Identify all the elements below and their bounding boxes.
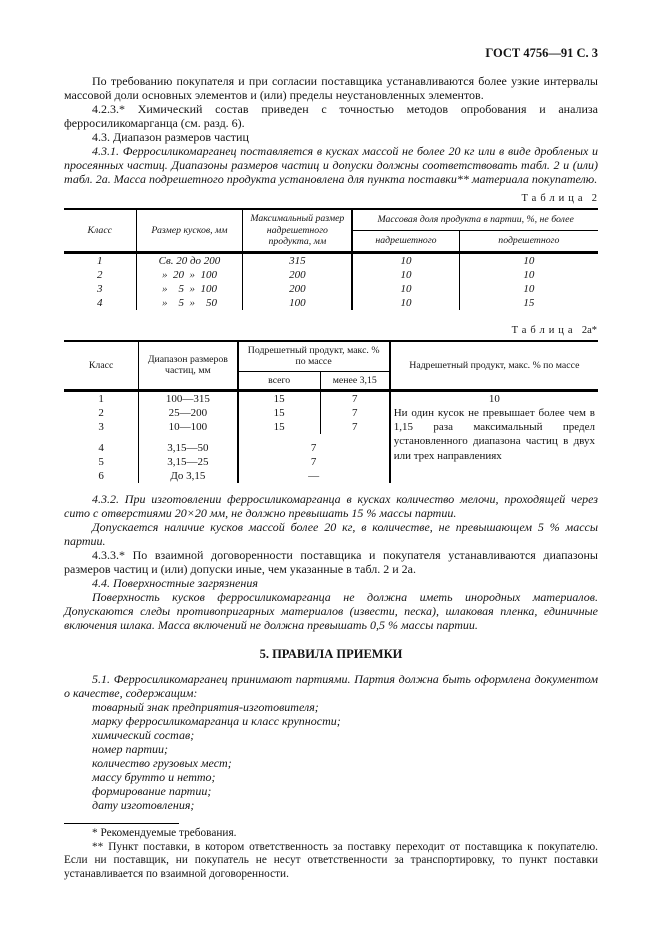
section-5-heading: 5. ПРАВИЛА ПРИЕМКИ [259, 647, 403, 661]
paragraph-4-3-2: 4.3.2. При изготовлении ферросиликомарганца в кусках количество мелочи, проходящей через сито с отверстиями 20×20 мм, не должно превышать 15 % массы партии. [64, 492, 598, 520]
cell-class: 1 [64, 252, 136, 268]
paragraph-4-3-2-note: Допускается наличие кусков массой более 20 кг, в количестве, не превышающем 5 % массы партии. [64, 520, 598, 548]
cell-oversize: 10 [352, 252, 459, 268]
cell-max: 315 [243, 252, 352, 268]
cell-oversize-note [390, 391, 598, 484]
cell-class: 2 [64, 406, 139, 420]
cell-class: 3 [64, 282, 136, 296]
cell-range: До 3,15 [139, 469, 238, 483]
cell-undersize: 10 [523, 268, 535, 281]
cell-total: 15 [238, 391, 321, 407]
cell-merged-value: 7 [238, 455, 390, 469]
cell-undersize: 15 [523, 296, 535, 309]
cell-merged-value: — [238, 469, 390, 483]
cell-size: Св. 20 до 200 [136, 252, 243, 268]
paragraph-intro: По требованию покупателя и при согласии поставщика устанавливаются более узкие интервалы массовой доли основных элементов и (или) пределы неустановленных элементов. [64, 74, 598, 102]
table-2 [64, 208, 598, 310]
paragraph-4-3: 4.3. Диапазон размеров частиц [92, 130, 249, 144]
cell-oversize: 10 [352, 282, 459, 296]
cell-range: 10—100 [139, 420, 238, 434]
cell-undersize: 10 [523, 282, 535, 295]
cell-class: 4 [64, 296, 136, 310]
column-header-range: Диапазон размеров частиц, мм [139, 341, 238, 391]
cell-total: 15 [238, 406, 321, 420]
cell-max: 100 [243, 296, 352, 310]
column-header-mass-group: Массовая доля продукта в партии, %, не более [352, 209, 598, 230]
column-header-max-size: Максимальный размер надрешетного продукта, мм [243, 209, 352, 252]
cell-less: 7 [320, 420, 389, 434]
column-header-class: Класс [64, 341, 139, 391]
cell-class: 6 [64, 469, 139, 483]
list-item: номер партии; [92, 742, 168, 756]
table-row [64, 296, 598, 310]
list-item: дату изготовления; [92, 798, 195, 812]
list-item: химический состав; [92, 728, 195, 742]
column-header-oversize: надрешетного [352, 230, 459, 252]
table-caption-number: 2 [591, 193, 597, 204]
cell-less: 7 [320, 391, 389, 407]
cell-max: 200 [243, 268, 352, 282]
cell-oversize: 10 [352, 268, 459, 282]
table-caption-word: Таблица [511, 324, 577, 336]
cell-class: 4 [64, 434, 139, 455]
column-header-oversize: Надрешетный продукт, макс. % по массе [390, 341, 598, 391]
footnote-divider [64, 823, 179, 824]
paragraph-4-3-1: 4.3.1. Ферросиликомарганец поставляется в кусках массой не более 20 кг или в виде дробленых и просеянных частиц. Диапазоны размеров частиц и допуски должны соответствовать табл. 2 и (или) табл. 2а. Масса подрешетного продукта установлена для пункта поставки** материала покупателю. [64, 144, 598, 186]
column-header-total: всего [238, 371, 321, 391]
oversize-value: 10 [488, 393, 500, 405]
cell-class: 3 [64, 420, 139, 434]
table-2a [64, 340, 598, 484]
cell-undersize: 10 [523, 254, 535, 267]
table-row [64, 391, 598, 407]
cell-range: 25—200 [139, 406, 238, 420]
paragraph-4-3-3: 4.3.3.* По взаимной договоренности поставщика и покупателя устанавливаются диапазоны размеров частиц и (или) допуски иные, чем указанные в табл. 2 и 2а. [64, 548, 598, 576]
column-header-undersize: подрешетного [459, 230, 598, 252]
paragraph-5-1: 5.1. Ферросиликомарганец принимают партиями. Партия должна быть оформлена документом о качестве, содержащим: [64, 672, 598, 700]
cell-size: » 20 » 100 [136, 268, 243, 282]
table-2-caption [64, 193, 597, 205]
list-item: марку ферросиликомарганца и класс крупности; [92, 714, 341, 728]
table-row [64, 268, 598, 282]
cell-total: 15 [238, 420, 321, 434]
page-content [64, 46, 598, 881]
cell-oversize: 10 [352, 296, 459, 310]
cell-merged-value: 7 [238, 434, 390, 455]
cell-size: » 5 » 50 [136, 296, 243, 310]
cell-less: 7 [320, 406, 389, 420]
table-row [64, 282, 598, 296]
cell-class: 1 [64, 391, 139, 407]
table-caption-word: Таблица [521, 193, 587, 204]
column-header-class: Класс [64, 209, 136, 252]
cell-class: 5 [64, 455, 139, 469]
cell-size: » 5 » 100 [136, 282, 243, 296]
column-header-size: Размер кусков, мм [136, 209, 243, 252]
table-row [64, 252, 598, 268]
column-header-less: менее 3,15 [320, 371, 389, 391]
footnote-1: * Рекомендуемые требования. [92, 827, 237, 839]
doc-number: ГОСТ 4756—91 С. 3 [485, 46, 598, 60]
list-item: количество грузовых мест; [92, 756, 232, 770]
paragraph-4-4-text: Поверхность кусков ферросиликомарганца не должна иметь инородных материалов. Допускаются следы противопригарных материалов (извести, песка), шлаковая пленка, единичные включения шлака. Масса включений не должна превышать 0,5 % массы партии. [64, 590, 598, 632]
cell-range: 3,15—25 [139, 455, 238, 469]
list-item: массу брутто и нетто; [92, 770, 216, 784]
table-caption-number: 2а* [581, 324, 597, 336]
cell-class: 2 [64, 268, 136, 282]
footnote-2: ** Пункт поставки, в котором ответственность за поставку переходит от поставщика к покупателю. Если ни поставщик, ни покупатель не несут ответственности за транспортировку, то пункт поставки устанавливается по взаимной договоренности. [64, 840, 598, 880]
list-item: формирование партии; [92, 784, 212, 798]
cell-max: 200 [243, 282, 352, 296]
oversize-note-text: Ни один кусок не превышает более чем в 1,15 раза максимальный предел установленного диапазона частиц в двух или трех направлениях [393, 407, 595, 462]
cell-range: 3,15—50 [139, 434, 238, 455]
column-header-undersize-group: Подрешетный продукт, макс. % по массе [238, 341, 390, 372]
paragraph-4-2-3: 4.2.3.* Химический состав приведен с точностью методов опробования и анализа ферросиликомарганца (см. разд. 6). [64, 102, 598, 130]
paragraph-4-4: 4.4. Поверхностные загрязнения [92, 576, 258, 590]
list-item: товарный знак предприятия-изготовителя; [92, 700, 319, 714]
table-2a-caption [64, 325, 597, 337]
cell-range: 100—315 [139, 391, 238, 407]
